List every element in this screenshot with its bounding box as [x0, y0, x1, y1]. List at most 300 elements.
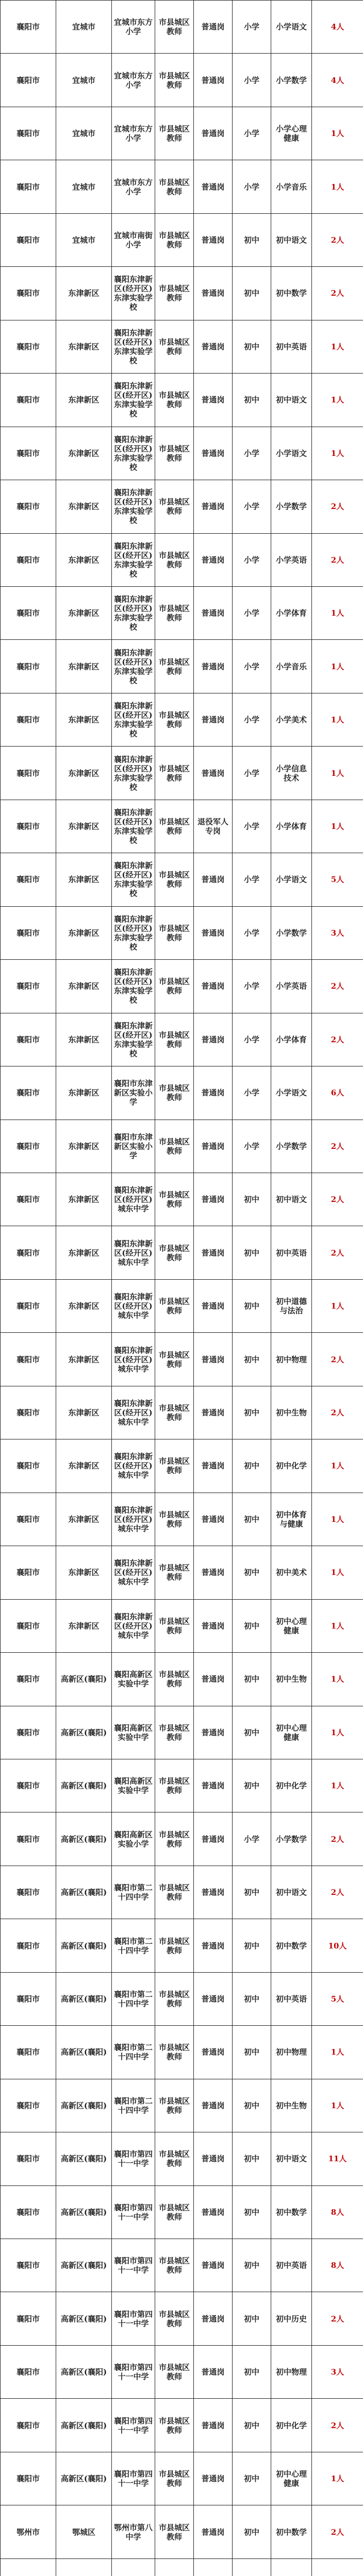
- category-cell: 市县城区教师: [155, 320, 194, 373]
- category-cell: 市县城区教师: [155, 2452, 194, 2505]
- city-cell: 襄阳市: [1, 800, 56, 853]
- city-cell: 襄阳市: [1, 1653, 56, 1706]
- subject-cell: 小学数学: [271, 54, 312, 107]
- category-cell: 市县城区教师: [155, 1653, 194, 1706]
- city-cell: 襄阳市: [1, 2345, 56, 2398]
- county-cell: 高新区(襄阳): [56, 2026, 112, 2079]
- category-cell: [155, 2558, 194, 2576]
- level-cell: 初中: [233, 1653, 271, 1706]
- school-cell: 襄阳东津新区(经开区)城东中学: [112, 1439, 155, 1493]
- city-cell: 襄阳市: [1, 2026, 56, 2079]
- county-cell: 东津新区: [56, 1386, 112, 1439]
- post-type-cell: 普通岗: [194, 427, 233, 480]
- subject-cell: 小学语文: [271, 427, 312, 480]
- post-type-cell: 普通岗: [194, 1812, 233, 1866]
- category-cell: 市县城区教师: [155, 853, 194, 906]
- subject-cell: 初中生物: [271, 1653, 312, 1706]
- county-cell: 东津新区: [56, 586, 112, 639]
- school-cell: 襄阳东津新区(经开区)东津实验学校: [112, 320, 155, 373]
- county-cell: 东津新区: [56, 374, 112, 427]
- county-cell: 东津新区: [56, 480, 112, 533]
- category-cell: 市县城区教师: [155, 1333, 194, 1386]
- category-cell: 市县城区教师: [155, 107, 194, 160]
- level-cell: 初中: [233, 2132, 271, 2185]
- headcount-cell: 2人: [312, 1333, 363, 1386]
- subject-cell: 初中物理: [271, 1333, 312, 1386]
- headcount-cell: 2人: [312, 480, 363, 533]
- county-cell: 东津新区: [56, 906, 112, 959]
- headcount-cell: 1人: [312, 2079, 363, 2132]
- county-cell: 宜城市: [56, 107, 112, 160]
- city-cell: 襄阳市: [1, 1972, 56, 2025]
- post-type-cell: 普通岗: [194, 213, 233, 266]
- post-type-cell: 普通岗: [194, 1706, 233, 1759]
- subject-cell: 初中英语: [271, 1226, 312, 1279]
- level-cell: 初中: [233, 320, 271, 373]
- post-type-cell: 普通岗: [194, 1919, 233, 1972]
- post-type-cell: 普通岗: [194, 160, 233, 213]
- level-cell: 小学: [233, 906, 271, 959]
- level-cell: 小学: [233, 800, 271, 853]
- level-cell: 初中: [233, 2079, 271, 2132]
- post-type-cell: 普通岗: [194, 693, 233, 746]
- subject-cell: 初中心理健康: [271, 2452, 312, 2505]
- subject-cell: 初中语文: [271, 213, 312, 266]
- level-cell: 小学: [233, 1812, 271, 1866]
- category-cell: 市县城区教师: [155, 1, 194, 54]
- post-type-cell: 普通岗: [194, 1386, 233, 1439]
- subject-cell: 初中化学: [271, 2399, 312, 2452]
- headcount-cell: 8人: [312, 2239, 363, 2292]
- county-cell: 东津新区: [56, 427, 112, 480]
- table-row: [1, 906, 363, 959]
- headcount-cell: 1人: [312, 374, 363, 427]
- county-cell: 东津新区: [56, 1013, 112, 1066]
- post-type-cell: 普通岗: [194, 1493, 233, 1546]
- school-cell: 襄阳东津新区(经开区)城东中学: [112, 1546, 155, 1599]
- county-cell: 东津新区: [56, 747, 112, 800]
- level-cell: 小学: [233, 427, 271, 480]
- city-cell: 襄阳市: [1, 960, 56, 1013]
- table-row: [1, 1333, 363, 1386]
- post-type-cell: 普通岗: [194, 2345, 233, 2398]
- table-row: [1, 107, 363, 160]
- city-cell: 襄阳市: [1, 1279, 56, 1332]
- school-cell: 襄阳市东津新区实验小学: [112, 1066, 155, 1120]
- school-cell: 襄阳东津新区(经开区)城东中学: [112, 1279, 155, 1332]
- county-cell: 高新区(襄阳): [56, 1866, 112, 1919]
- category-cell: 市县城区教师: [155, 2132, 194, 2185]
- category-cell: 市县城区教师: [155, 1812, 194, 1866]
- level-cell: 小学: [233, 54, 271, 107]
- table-row: [1, 533, 363, 586]
- level-cell: 小学: [233, 1066, 271, 1120]
- school-cell: 襄阳东津新区(经开区)东津实验学校: [112, 267, 155, 320]
- post-type-cell: 普通岗: [194, 853, 233, 906]
- subject-cell: 小学英语: [271, 960, 312, 1013]
- subject-cell: 小学音乐: [271, 640, 312, 693]
- city-cell: 襄阳市: [1, 1599, 56, 1652]
- category-cell: 市县城区教师: [155, 1972, 194, 2025]
- school-cell: 襄阳高新区实验中学: [112, 1759, 155, 1812]
- table-row: [1, 54, 363, 107]
- table-row: [1, 374, 363, 427]
- level-cell: 初中: [233, 374, 271, 427]
- category-cell: 市县城区教师: [155, 1493, 194, 1546]
- county-cell: 高新区(襄阳): [56, 2079, 112, 2132]
- city-cell: 襄阳市: [1, 2292, 56, 2345]
- city-cell: 襄阳市: [1, 747, 56, 800]
- post-type-cell: 普通岗: [194, 960, 233, 1013]
- post-type-cell: 普通岗: [194, 2452, 233, 2505]
- table-row: [1, 1812, 363, 1866]
- subject-cell: 小学体育: [271, 586, 312, 639]
- headcount-cell: 2人: [312, 1173, 363, 1226]
- level-cell: 初中: [233, 1493, 271, 1546]
- city-cell: 襄阳市: [1, 1866, 56, 1919]
- county-cell: 东津新区: [56, 960, 112, 1013]
- post-type-cell: 普通岗: [194, 1439, 233, 1493]
- school-cell: 襄阳市第四十一中学: [112, 2292, 155, 2345]
- table-row: [1, 2558, 363, 2576]
- subject-cell: 小学美术: [271, 693, 312, 746]
- school-cell: 襄阳东津新区(经开区)东津实验学校: [112, 960, 155, 1013]
- school-cell: 宜城市东方小学: [112, 107, 155, 160]
- city-cell: 襄阳市: [1, 906, 56, 959]
- category-cell: 市县城区教师: [155, 2345, 194, 2398]
- school-cell: 襄阳市第四十一中学: [112, 2399, 155, 2452]
- county-cell: 高新区(襄阳): [56, 1972, 112, 2025]
- table-row: [1, 2399, 363, 2452]
- headcount-cell: 1人: [312, 320, 363, 373]
- county-cell: 宜城市: [56, 54, 112, 107]
- level-cell: 小学: [233, 107, 271, 160]
- city-cell: 襄阳市: [1, 1226, 56, 1279]
- subject-cell: [271, 2558, 312, 2576]
- county-cell: 高新区(襄阳): [56, 1653, 112, 1706]
- school-cell: 襄阳东津新区(经开区)城东中学: [112, 1386, 155, 1439]
- city-cell: [1, 2558, 56, 2576]
- post-type-cell: 普通岗: [194, 1173, 233, 1226]
- table-row: [1, 1173, 363, 1226]
- headcount-cell: 1人: [312, 747, 363, 800]
- subject-cell: 小学语文: [271, 1, 312, 54]
- post-type-cell: 普通岗: [194, 1333, 233, 1386]
- level-cell: 小学: [233, 960, 271, 1013]
- school-cell: 襄阳东津新区(经开区)东津实验学校: [112, 427, 155, 480]
- table-row: [1, 1599, 363, 1652]
- level-cell: 小学: [233, 1120, 271, 1173]
- subject-cell: 初中英语: [271, 320, 312, 373]
- county-cell: 东津新区: [56, 1493, 112, 1546]
- county-cell: 东津新区: [56, 800, 112, 853]
- headcount-cell: 2人: [312, 1120, 363, 1173]
- post-type-cell: 退役军人专岗: [194, 800, 233, 853]
- subject-cell: 小学语文: [271, 1066, 312, 1120]
- level-cell: 小学: [233, 853, 271, 906]
- school-cell: 襄阳高新区实验中学: [112, 1653, 155, 1706]
- county-cell: 高新区(襄阳): [56, 2399, 112, 2452]
- table-row: [1, 1972, 363, 2025]
- subject-cell: 小学数学: [271, 906, 312, 959]
- school-cell: 襄阳东津新区(经开区)城东中学: [112, 1173, 155, 1226]
- category-cell: 市县城区教师: [155, 800, 194, 853]
- city-cell: 鄂州市: [1, 2505, 56, 2558]
- county-cell: 东津新区: [56, 1333, 112, 1386]
- school-cell: 襄阳东津新区(经开区)东津实验学校: [112, 586, 155, 639]
- table-row: [1, 2345, 363, 2398]
- headcount-cell: 1人: [312, 1439, 363, 1493]
- table-row: [1, 853, 363, 906]
- level-cell: 小学: [233, 747, 271, 800]
- school-cell: [112, 2558, 155, 2576]
- category-cell: 市县城区教师: [155, 1173, 194, 1226]
- city-cell: 襄阳市: [1, 1120, 56, 1173]
- school-cell: 鄂州市第八中学: [112, 2505, 155, 2558]
- level-cell: 初中: [233, 2185, 271, 2239]
- headcount-cell: 2人: [312, 2399, 363, 2452]
- post-type-cell: 普通岗: [194, 1013, 233, 1066]
- subject-cell: 初中语文: [271, 1173, 312, 1226]
- school-cell: 襄阳市第二十四中学: [112, 2079, 155, 2132]
- post-type-cell: 普通岗: [194, 2079, 233, 2132]
- school-cell: 襄阳市第二十四中学: [112, 1866, 155, 1919]
- table-row: [1, 1866, 363, 1919]
- table-row: [1, 267, 363, 320]
- table-row: [1, 1706, 363, 1759]
- school-cell: 宜城市东方小学: [112, 54, 155, 107]
- city-cell: 襄阳市: [1, 1493, 56, 1546]
- subject-cell: 初中物理: [271, 2345, 312, 2398]
- table-row: [1, 320, 363, 373]
- headcount-cell: 1人: [312, 1546, 363, 1599]
- level-cell: 小学: [233, 480, 271, 533]
- headcount-cell: 2人: [312, 2505, 363, 2558]
- level-cell: 初中: [233, 1599, 271, 1652]
- city-cell: 襄阳市: [1, 1386, 56, 1439]
- level-cell: 初中: [233, 213, 271, 266]
- table-row: [1, 2026, 363, 2079]
- county-cell: 东津新区: [56, 1439, 112, 1493]
- table-row: [1, 2239, 363, 2292]
- level-cell: 初中: [233, 2452, 271, 2505]
- level-cell: 初中: [233, 1333, 271, 1386]
- subject-cell: 小学音乐: [271, 160, 312, 213]
- headcount-cell: 2人: [312, 267, 363, 320]
- school-cell: 襄阳高新区实验中学: [112, 1706, 155, 1759]
- school-cell: 襄阳东津新区(经开区)城东中学: [112, 1493, 155, 1546]
- category-cell: 市县城区教师: [155, 693, 194, 746]
- category-cell: 市县城区教师: [155, 54, 194, 107]
- post-type-cell: 普通岗: [194, 640, 233, 693]
- subject-cell: 初中数学: [271, 1919, 312, 1972]
- category-cell: 市县城区教师: [155, 1546, 194, 1599]
- headcount-cell: 1人: [312, 693, 363, 746]
- school-cell: 襄阳市第四十一中学: [112, 2239, 155, 2292]
- category-cell: 市县城区教师: [155, 1279, 194, 1332]
- table-row: [1, 1066, 363, 1120]
- city-cell: 襄阳市: [1, 1333, 56, 1386]
- level-cell: 初中: [233, 1972, 271, 2025]
- post-type-cell: 普通岗: [194, 1226, 233, 1279]
- subject-cell: 初中数学: [271, 2185, 312, 2239]
- post-type-cell: 普通岗: [194, 1120, 233, 1173]
- headcount-cell: 1人: [312, 1599, 363, 1652]
- subject-cell: 初中语文: [271, 374, 312, 427]
- post-type-cell: 普通岗: [194, 107, 233, 160]
- level-cell: 初中: [233, 1759, 271, 1812]
- level-cell: 小学: [233, 160, 271, 213]
- headcount-cell: 1人: [312, 640, 363, 693]
- table-row: [1, 640, 363, 693]
- post-type-cell: 普通岗: [194, 2292, 233, 2345]
- county-cell: 东津新区: [56, 1599, 112, 1652]
- county-cell: 宜城市: [56, 1, 112, 54]
- post-type-cell: 普通岗: [194, 267, 233, 320]
- table-row: [1, 1919, 363, 1972]
- table-row: [1, 693, 363, 746]
- category-cell: 市县城区教师: [155, 2079, 194, 2132]
- subject-cell: 初中数学: [271, 2505, 312, 2558]
- category-cell: 市县城区教师: [155, 1439, 194, 1493]
- category-cell: 市县城区教师: [155, 2399, 194, 2452]
- headcount-cell: 5人: [312, 1972, 363, 2025]
- subject-cell: 初中化学: [271, 1759, 312, 1812]
- post-type-cell: 普通岗: [194, 480, 233, 533]
- city-cell: 襄阳市: [1, 1706, 56, 1759]
- category-cell: 市县城区教师: [155, 160, 194, 213]
- school-cell: 襄阳东津新区(经开区)东津实验学校: [112, 853, 155, 906]
- school-cell: 襄阳东津新区(经开区)东津实验学校: [112, 747, 155, 800]
- headcount-cell: 1人: [312, 2452, 363, 2505]
- county-cell: 高新区(襄阳): [56, 2452, 112, 2505]
- school-cell: 襄阳东津新区(经开区)东津实验学校: [112, 480, 155, 533]
- category-cell: 市县城区教师: [155, 1013, 194, 1066]
- school-cell: 襄阳市第二十四中学: [112, 1972, 155, 2025]
- headcount-cell: 4人: [312, 54, 363, 107]
- post-type-cell: 普通岗: [194, 533, 233, 586]
- headcount-cell: 2人: [312, 1386, 363, 1439]
- headcount-cell: 3人: [312, 906, 363, 959]
- level-cell: 初中: [233, 1173, 271, 1226]
- subject-cell: 初中英语: [271, 2239, 312, 2292]
- category-cell: 市县城区教师: [155, 1919, 194, 1972]
- subject-cell: 初中道德与法治: [271, 1279, 312, 1332]
- school-cell: 襄阳东津新区(经开区)东津实验学校: [112, 1013, 155, 1066]
- school-cell: 襄阳东津新区(经开区)城东中学: [112, 1599, 155, 1652]
- table-row: [1, 800, 363, 853]
- county-cell: 东津新区: [56, 1546, 112, 1599]
- city-cell: 襄阳市: [1, 1066, 56, 1120]
- city-cell: 襄阳市: [1, 267, 56, 320]
- city-cell: 襄阳市: [1, 586, 56, 639]
- level-cell: 初中: [233, 1439, 271, 1493]
- table-row: [1, 2452, 363, 2505]
- city-cell: 襄阳市: [1, 54, 56, 107]
- headcount-cell: 10人: [312, 1919, 363, 1972]
- category-cell: 市县城区教师: [155, 533, 194, 586]
- category-cell: 市县城区教师: [155, 267, 194, 320]
- level-cell: 初中: [233, 1546, 271, 1599]
- school-cell: 襄阳市东津新区实验小学: [112, 1120, 155, 1173]
- category-cell: 市县城区教师: [155, 1706, 194, 1759]
- headcount-cell: 2人: [312, 533, 363, 586]
- subject-cell: 小学数学: [271, 1120, 312, 1173]
- post-type-cell: 普通岗: [194, 2399, 233, 2452]
- post-type-cell: 普通岗: [194, 1759, 233, 1812]
- headcount-cell: 3人: [312, 2345, 363, 2398]
- subject-cell: 初中历史: [271, 2292, 312, 2345]
- city-cell: 襄阳市: [1, 1173, 56, 1226]
- category-cell: 市县城区教师: [155, 640, 194, 693]
- headcount-cell: 2人: [312, 213, 363, 266]
- table-row: [1, 1013, 363, 1066]
- city-cell: 襄阳市: [1, 2132, 56, 2185]
- post-type-cell: 普通岗: [194, 1, 233, 54]
- category-cell: 市县城区教师: [155, 906, 194, 959]
- subject-cell: 小学数学: [271, 1812, 312, 1866]
- table-row: [1, 1759, 363, 1812]
- city-cell: 襄阳市: [1, 320, 56, 373]
- table-row: [1, 1546, 363, 1599]
- category-cell: 市县城区教师: [155, 2185, 194, 2239]
- headcount-cell: 1人: [312, 107, 363, 160]
- city-cell: 襄阳市: [1, 2239, 56, 2292]
- table-row: [1, 1653, 363, 1706]
- county-cell: 高新区(襄阳): [56, 1706, 112, 1759]
- level-cell: 初中: [233, 1866, 271, 1919]
- level-cell: 初中: [233, 1919, 271, 1972]
- table-row: [1, 2292, 363, 2345]
- subject-cell: 初中生物: [271, 2079, 312, 2132]
- post-type-cell: 普通岗: [194, 374, 233, 427]
- post-type-cell: 普通岗: [194, 1279, 233, 1332]
- level-cell: 初中: [233, 1226, 271, 1279]
- county-cell: 高新区(襄阳): [56, 1812, 112, 1866]
- city-cell: 襄阳市: [1, 2452, 56, 2505]
- subject-cell: 初中物理: [271, 2026, 312, 2079]
- post-type-cell: [194, 2558, 233, 2576]
- city-cell: 襄阳市: [1, 693, 56, 746]
- headcount-cell: 1人: [312, 586, 363, 639]
- school-cell: 襄阳东津新区(经开区)东津实验学校: [112, 800, 155, 853]
- school-cell: 宜城市东方小学: [112, 1, 155, 54]
- county-cell: 东津新区: [56, 1226, 112, 1279]
- headcount-cell: 1人: [312, 160, 363, 213]
- city-cell: 襄阳市: [1, 107, 56, 160]
- category-cell: 市县城区教师: [155, 213, 194, 266]
- post-type-cell: 普通岗: [194, 1972, 233, 2025]
- headcount-cell: 1人: [312, 800, 363, 853]
- category-cell: 市县城区教师: [155, 747, 194, 800]
- level-cell: 小学: [233, 693, 271, 746]
- school-cell: 襄阳市第四十一中学: [112, 2345, 155, 2398]
- city-cell: 襄阳市: [1, 1013, 56, 1066]
- subject-cell: 小学心理健康: [271, 107, 312, 160]
- category-cell: 市县城区教师: [155, 1599, 194, 1652]
- school-cell: 襄阳东津新区(经开区)东津实验学校: [112, 533, 155, 586]
- subject-cell: 小学体育: [271, 800, 312, 853]
- subject-cell: 初中生物: [271, 1386, 312, 1439]
- headcount-cell: 4人: [312, 1, 363, 54]
- category-cell: 市县城区教师: [155, 480, 194, 533]
- school-cell: 襄阳东津新区(经开区)东津实验学校: [112, 906, 155, 959]
- table-row: [1, 213, 363, 266]
- post-type-cell: 普通岗: [194, 1546, 233, 1599]
- county-cell: 鄂城区: [56, 2505, 112, 2558]
- county-cell: 东津新区: [56, 267, 112, 320]
- city-cell: 襄阳市: [1, 427, 56, 480]
